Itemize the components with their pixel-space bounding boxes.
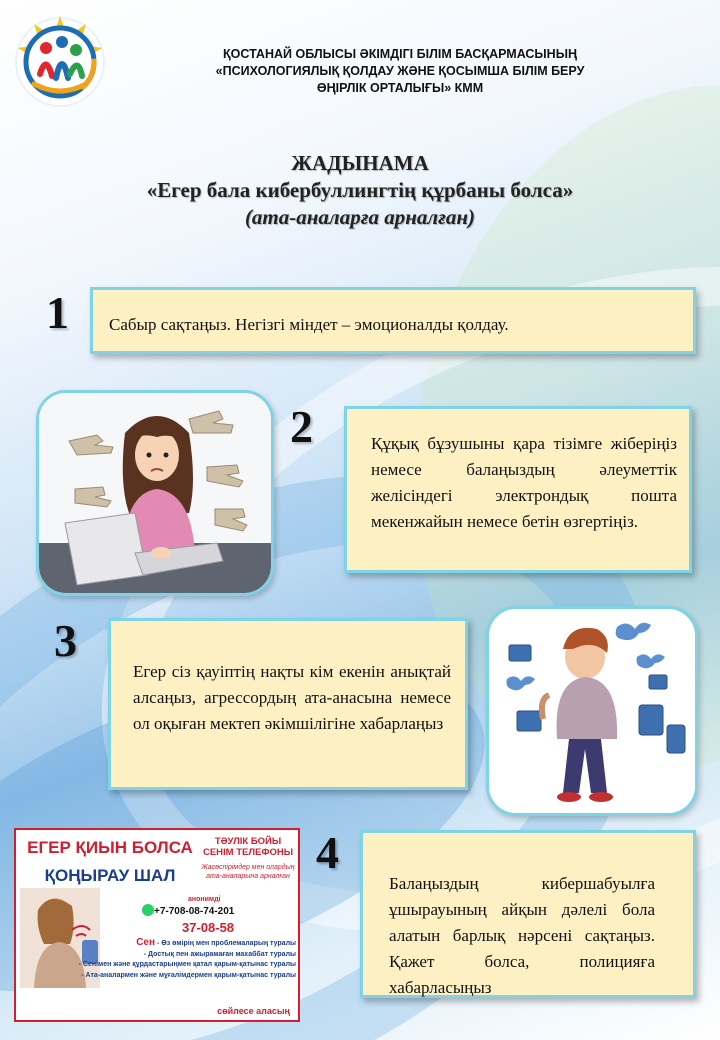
poster-hotline-subtitle: Жасөспірімдер мен олардың ата-аналарына арналған xyxy=(201,864,295,880)
poster-headline-1: ЕГЕР ҚИЫН БОЛСА xyxy=(27,838,193,857)
poster-topic: - Сенімен және құрдастарыңмен қатал қарым-қатынас туралы xyxy=(78,961,296,968)
step-box-1 xyxy=(90,287,696,354)
document-title xyxy=(0,150,720,231)
poster-topic-list xyxy=(46,938,296,981)
poster-phone-number: +7-708-08-74-201 xyxy=(154,906,235,917)
poster-topic: - Ата-аналармен және мұғалімдермен қарым-қатынас туралы xyxy=(81,971,296,979)
step-box-3 xyxy=(108,618,468,790)
step-text-2: Құқық бұзушыны қара тізімге жіберіңіз немесе балаңыздың әлеуметтік желісіндегі электрондық пошта мекенжайын немесе бетін өзгертіңіз. xyxy=(371,434,677,531)
helpline-poster xyxy=(14,828,300,1022)
step-number-4: 4 xyxy=(316,827,339,878)
title-line-2: «Егер бала кибербуллингтің құрбаны болса» xyxy=(146,178,574,202)
step-number-2: 2 xyxy=(290,401,313,452)
illustration-boy-dislikes xyxy=(486,606,698,816)
poster-you-label: Сен xyxy=(136,937,156,948)
poster-footer: сөйлесе аласың xyxy=(217,1006,290,1016)
illustration-girl-laptop xyxy=(36,390,274,596)
poster-anonymous-label: анонимді xyxy=(188,896,221,903)
title-line-3: (ата-аналарға арналған) xyxy=(244,205,476,229)
step-number-3: 3 xyxy=(54,615,77,666)
step-number-1: 1 xyxy=(46,287,69,338)
organization-logo xyxy=(12,14,108,110)
step-text-3: Егер сіз қауіптің нақты кім екенін анықтай алсаңыз, агрессордың ата-анасына немесе ол оқыған мектеп әкімшілігіне хабарлаңыз xyxy=(133,662,451,733)
poster-topic: - Өз өмірің мен проблемаларың туралы xyxy=(156,940,296,947)
organization-header xyxy=(130,46,670,97)
title-line-1: ЖАДЫНАМА xyxy=(291,151,429,175)
poster-short-number: 37-08-58 xyxy=(182,920,235,935)
whatsapp-icon xyxy=(142,904,154,916)
step-text-1: Сабыр сақтаңыз. Негізгі міндет – эмоционалды қолдау. xyxy=(109,315,509,334)
step-box-4 xyxy=(360,830,696,998)
poster-hotline-title: ТӘУЛІК БОЙЫ СЕНІМ ТЕЛЕФОНЫ xyxy=(202,836,294,858)
step-box-2 xyxy=(344,406,692,573)
org-line-1: ҚОСТАНАЙ ОБЛЫСЫ ӘКІМДІГІ БІЛІМ БАСҚАРМАСЫНЫҢ xyxy=(223,47,577,61)
org-line-2: «ПСИХОЛОГИЯЛЫҚ ҚОЛДАУ ЖӘНЕ ҚОСЫМША БІЛІМ БЕРУ xyxy=(215,64,585,78)
org-line-3: ӨҢІРЛІК ОРТАЛЫҒЫ» КММ xyxy=(316,81,484,95)
poster-headline-2: ҚОҢЫРАУ ШАЛ xyxy=(44,866,176,885)
poster-topic: - Достық пен ажырамаған махаббат туралы xyxy=(143,950,296,958)
step-text-4: Балаңыздың кибершабуылға ұшырауының айқын дәлелі бола алатын барлық нәрсені сақтаңыз. Қажет болса, полицияға хабарласыңыз xyxy=(389,874,655,997)
